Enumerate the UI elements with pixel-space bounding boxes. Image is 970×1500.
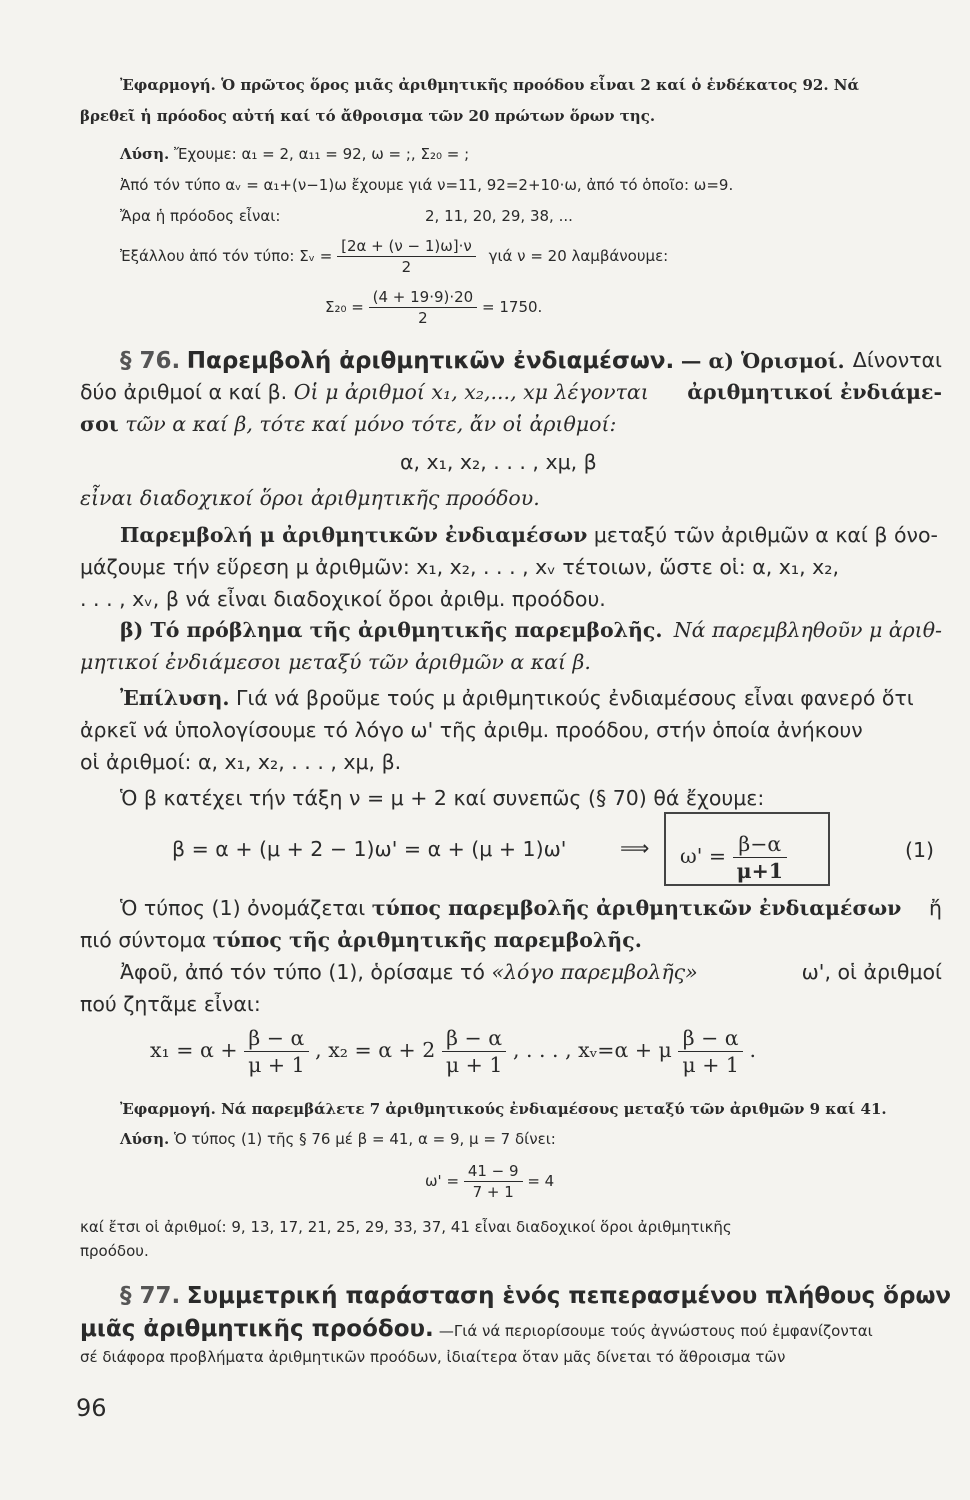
example2-line1: Ἐφαρμογή. Νά παρεμβάλετε 7 ἀριθμητικούς ἐνδιαμέσους μεταξύ τῶν ἀριθμῶν 9 καί 41. bbox=[120, 1100, 887, 1118]
xv-numerator: β − α bbox=[678, 1026, 743, 1052]
example2-solution-text: Ὁ τύπος (1) τῆς § 76 μέ β = 41, α = 9, μ = 7 δίνει: bbox=[174, 1130, 556, 1148]
equation-number: (1) bbox=[905, 838, 935, 862]
x2-numerator: β − α bbox=[442, 1026, 507, 1052]
solution-givens: Ἔχουμε: α₁ = 2, α₁₁ = 92, ω = ;, Σ₂₀ = ; bbox=[174, 145, 470, 163]
example2-fraction bbox=[464, 1162, 523, 1201]
example2-line3: καί ἔτσι οἱ ἀριθμοί: 9, 13, 17, 21, 25, 29, 33, 37, 41 εἶναι διαδοχικοί ὅροι ἀριθμητικῆς bbox=[80, 1218, 732, 1236]
formula-name-line1 bbox=[120, 896, 942, 920]
x1-numerator: β − α bbox=[244, 1026, 309, 1052]
section76-heading-line bbox=[120, 348, 942, 374]
section76-l1-end: Δίνονται bbox=[852, 348, 942, 372]
section76-l2a: δύο ἀριθμοί α καί β. bbox=[80, 380, 288, 404]
formula-short-b: τύπος τῆς ἀριθμητικῆς παρεμβολῆς. bbox=[212, 928, 642, 952]
sum-formula-numerator: [2α + (ν − 1)ω]·ν bbox=[337, 237, 476, 257]
section76-para2-line1 bbox=[120, 523, 942, 547]
formula-short-a: πιό σύντομα bbox=[80, 928, 207, 952]
boxed-denominator: μ+1 bbox=[736, 859, 784, 883]
section76-line2 bbox=[80, 380, 942, 404]
section77-heading-line1 bbox=[120, 1283, 951, 1309]
x1-lhs: x₁ = α + bbox=[150, 1038, 238, 1062]
x2-lhs: , x₂ = α + 2 bbox=[315, 1038, 436, 1062]
example1-sequence: 2, 11, 20, 29, 38, ... bbox=[425, 207, 573, 225]
section76-l3a: σοι bbox=[80, 412, 119, 436]
after-l1-end: ω', οἱ ἀριθμοί bbox=[801, 960, 942, 984]
para2-bold: Παρεμβολή μ ἀριθμητικῶν ἐνδιαμέσων bbox=[120, 523, 588, 547]
section77-title-2: μιᾶς ἀριθμητικῆς προόδου. bbox=[80, 1316, 434, 1342]
after-line2: πού ζητᾶμε εἶναι: bbox=[80, 992, 261, 1016]
section76-l2b: Οἱ μ ἀριθμοί x₁, x₂,..., xμ λέγονται bbox=[293, 380, 649, 404]
para2-rest: μεταξύ τῶν ἀριθμῶν α καί β όνο- bbox=[593, 523, 938, 547]
example2-eq-rhs: = 4 bbox=[527, 1172, 555, 1190]
sum-result-value: = 1750. bbox=[482, 298, 543, 316]
example1-line4: Ἀπό τόν τύπο αᵥ = α₁+(ν−1)ω ἔχουμε γιά ν=11, 92=2+10·ω, ἀπό τό ὁποῖο: ω=9. bbox=[120, 176, 734, 194]
implies-arrow: ⟹ bbox=[620, 836, 650, 860]
example2-line4: προόδου. bbox=[80, 1242, 149, 1260]
x2-fraction bbox=[442, 1026, 507, 1077]
section76-line5: εἶναι διαδοχικοί ὅροι ἀριθμητικῆς προόδου. bbox=[80, 486, 540, 510]
x1-denominator: μ + 1 bbox=[248, 1053, 305, 1077]
section77-title-1: Συμμετρική παράσταση ἑνός πεπερασμένου πλήθους ὅρων bbox=[186, 1283, 952, 1309]
boxed-formula-lhs: ω' = bbox=[680, 844, 727, 868]
sum-formula-fraction bbox=[337, 237, 476, 276]
section76-para2-line2: μάζουμε τήν εὕρεση μ ἀριθμῶν: x₁, x₂, . . . , xᵥ τέτοιων, ὥστε οἱ: α, x₁, x₂, bbox=[80, 555, 840, 579]
solution-line1 bbox=[120, 686, 942, 710]
xv-lhs: , . . . , xᵥ=α + μ bbox=[512, 1038, 672, 1062]
section76-title: Παρεμβολή ἀριθμητικῶν ἐνδιαμέσων. bbox=[186, 348, 675, 374]
formula-box bbox=[664, 812, 830, 886]
example1-line5-label: Ἄρα ἡ πρόοδος εἶναι: bbox=[120, 207, 281, 225]
boxed-formula bbox=[680, 832, 787, 883]
x2-denominator: μ + 1 bbox=[445, 1053, 503, 1077]
section76-sequence: α, x₁, x₂, . . . , xμ, β bbox=[400, 450, 597, 474]
section76-number: § 76. bbox=[120, 348, 181, 374]
sum-formula-lhs: Ἐξάλλου ἀπό τόν τύπο: Σᵥ = bbox=[120, 247, 333, 265]
xv-denominator: μ + 1 bbox=[682, 1053, 739, 1077]
section76-l3b: τῶν α καί β, τότε καί μόνο τότε, ἄν οἱ ἀριθμοί: bbox=[125, 412, 617, 436]
boxed-formula-fraction bbox=[733, 832, 787, 883]
problem-line1 bbox=[120, 618, 942, 642]
example2-denominator: 7 + 1 bbox=[472, 1183, 514, 1201]
example1-line2: βρεθεῖ ἡ πρόοδος αὐτή καί τό ἄθροισμα τῶν 20 πρώτων ὅρων της. bbox=[80, 107, 656, 125]
problem-title: β) Τό πρόβλημα τῆς ἀριθμητικῆς παρεμβολῆς. bbox=[120, 618, 663, 642]
section76-para2-line3: . . . , xᵥ, β νά εἶναι διαδοχικοί ὅροι ἀριθμ. προόδου. bbox=[80, 587, 606, 611]
solution-l1-text: Γιά νά βροῦμε τούς μ ἀριθμητικούς ἐνδιαμέσους εἶναι φανερό ὅτι bbox=[236, 686, 914, 710]
solution-line2: ἀρκεῖ νά ὑπολογίσουμε τό λόγο ω' τῆς ἀριθμ. προόδου, στήν ὁποία ἀνήκουν bbox=[80, 718, 863, 742]
problem-statement-1: Νά παρεμβληθοῦν μ ἀριθ- bbox=[673, 618, 942, 642]
x1-fraction bbox=[244, 1026, 309, 1077]
example1-solution bbox=[120, 145, 469, 163]
section76-l2c: ἀριθμητικοί ἐνδιάμε- bbox=[687, 380, 942, 404]
sum-result-numerator: (4 + 19·9)·20 bbox=[369, 288, 478, 308]
solution-title: Ἐπίλυση. bbox=[120, 686, 230, 710]
problem-line2: μητικοί ἐνδιάμεσοι μεταξύ τῶν ἀριθμῶν α καί β. bbox=[80, 650, 591, 674]
sum-result-lhs: Σ₂₀ = bbox=[325, 298, 364, 316]
xv-fraction bbox=[678, 1026, 743, 1077]
formula-name-a: Ὁ τύπος (1) ὀνομάζεται bbox=[120, 896, 366, 920]
solution-line3: οἱ ἀριθμοί: α, x₁, x₂, . . . , xμ, β. bbox=[80, 750, 402, 774]
example1-line1: Ἐφαρμογή. Ὁ πρῶτος ὅρος μιᾶς ἀριθμητικῆς προόδου εἶναι 2 καί ὁ ἑνδέκατος 92. Νά bbox=[120, 76, 860, 94]
section77-line3: σέ διάφορα προβλήματα ἀριθμητικῶν προόδων, ἰδιαίτερα ὅταν μᾶς δίνεται τό ἄθροισμα τῶν bbox=[80, 1348, 786, 1366]
section77-number: § 77. bbox=[120, 1283, 181, 1309]
terms-formula bbox=[150, 1026, 756, 1077]
sum-result-fraction bbox=[369, 288, 478, 327]
boxed-numerator: β−α bbox=[733, 832, 787, 858]
sum-formula-denominator: 2 bbox=[401, 258, 412, 276]
example2-eq-lhs: ω' = bbox=[425, 1172, 460, 1190]
example1-sum-formula bbox=[120, 237, 668, 276]
example1-sum-result bbox=[325, 288, 542, 327]
sum-result-denominator: 2 bbox=[418, 309, 428, 327]
example2-solution bbox=[120, 1130, 556, 1148]
section76-line3 bbox=[80, 412, 616, 436]
after-l1a: Ἀφοῦ, ἀπό τόν τύπο (1), ὁρίσαμε τό bbox=[120, 960, 485, 984]
example2-equation bbox=[425, 1162, 554, 1201]
formula-name-b: τύπος παρεμβολῆς ἀριθμητικῶν ἐνδιαμέσων bbox=[371, 896, 902, 920]
main-equation: β = α + (μ + 2 − 1)ω' = α + (μ + 1)ω' bbox=[172, 837, 567, 861]
section77-heading-line2 bbox=[80, 1316, 942, 1342]
page-number: 96 bbox=[76, 1394, 107, 1422]
section76-subtitle: — α) Ὁρισμοί. bbox=[680, 349, 845, 373]
after-l1-italic: «λόγο παρεμβολῆς» bbox=[491, 960, 698, 984]
section77-l2-rest: —Γιά νά περιορίσουμε τούς ἀγνώστους πού ἐμφανίζονται bbox=[438, 1322, 873, 1340]
terms-end-dot: . bbox=[749, 1038, 757, 1062]
sum-formula-rhs: γιά ν = 20 λαμβάνουμε: bbox=[488, 247, 669, 265]
solution-label: Λύση. bbox=[120, 145, 170, 163]
example2-numerator: 41 − 9 bbox=[464, 1162, 523, 1182]
solution-line4: Ὁ β κατέχει τήν τάξη ν = μ + 2 καί συνεπῶς (§ 70) θά ἔχουμε: bbox=[120, 786, 765, 810]
after-line1 bbox=[120, 960, 942, 984]
formula-name-c: ἤ bbox=[929, 896, 942, 920]
formula-name-line2 bbox=[80, 928, 642, 952]
example2-solution-label: Λύση. bbox=[120, 1130, 170, 1148]
